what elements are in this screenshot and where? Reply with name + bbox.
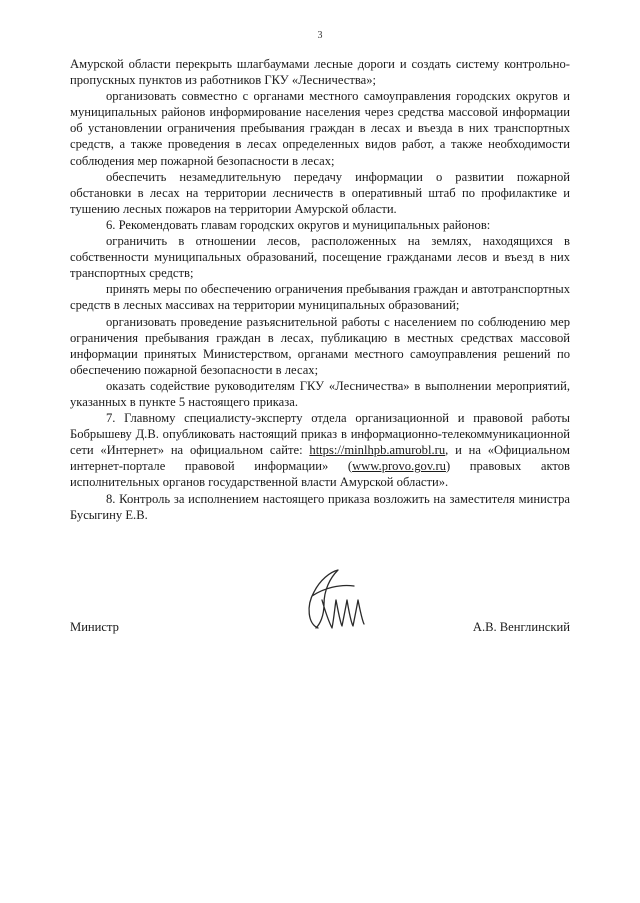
document-body <box>70 56 570 523</box>
paragraph-fire-info-transfer: обеспечить незамедлительную передачу информации о развитии пожарной обстановки в лесах на территории лесничеств в оперативный штаб по профилактике и тушению лесных пожаров на территории Амурской области. <box>70 169 570 216</box>
paragraph-restrict-forests: ограничить в отношении лесов, расположенных на землях, находящихся в собственности муниципальных образований, посещение гражданами лесов и въезд в них транспортных средств; <box>70 234 570 281</box>
signatory-name: А.В. Венглинский <box>472 620 570 634</box>
link-provo[interactable]: www.provo.gov.ru <box>352 459 446 474</box>
paragraph-item-7 <box>70 410 570 490</box>
paragraph-item-6: 6. Рекомендовать главам городских округов и муниципальных районов: <box>106 217 491 232</box>
paragraph-inform-population: организовать совместно с органами местного самоуправления городских округов и муниципальных районов информирование населения через средства массовой информации об установлении ограничения пребывания граждан в лесах и въезда в них транспортных средств, а также проведения в лесах определенных видов работ, а также необходимости соблюдения мер пожарной безопасности в лесах; <box>70 89 570 168</box>
paragraph-7-text-2: , и на «Официальном интернет-портале правовой информации» ( <box>70 443 570 474</box>
paragraph-explanatory-work: организовать проведение разъяснительной работы с населением по соблюдению мер ограничения пребывания граждан в лесах, публикацию в местных средствах массовой информации принятых Министерством, органами местного самоуправления решений по обеспечению пожарной безопасности в лесах; <box>70 314 570 377</box>
paragraph-restrict-vehicles: принять меры по обеспечению ограничения пребывания граждан и автотранспортных средств в лесных массивах на территории муниципальных образований; <box>70 282 570 313</box>
paragraph-7-text-3: ) правовых актов исполнительных органов государственной власти Амурской области». <box>70 459 570 490</box>
paragraph-assist-forestries: оказать содействие руководителям ГКУ «Лесничества» в выполнении мероприятий, указанных в пункте 5 настоящего приказа. <box>70 378 570 409</box>
signature-row <box>70 619 570 639</box>
signatory-title: Министр <box>70 620 119 634</box>
paragraph-item-8: 8. Контроль за исполнением настоящего приказа возложить на заместителя министра Бусыгину Е.В. <box>70 491 570 522</box>
paragraph-7-text-1: 7. Главному специалисту-эксперту отдела организационной и правовой работы Бобрышеву Д.В. опубликовать настоящий приказ в информационно-телекоммуникационной сети «Интернет» на официальном сайте: <box>70 411 570 458</box>
link-minlhpb[interactable]: https://minlhpb.amurobl.ru <box>309 443 446 458</box>
page-number: 3 <box>317 30 323 41</box>
paragraph-continuation: Амурской области перекрыть шлагбаумами лесные дороги и создать систему контрольно-пропускных пунктов из работников ГКУ «Лесничества»; <box>70 57 570 88</box>
